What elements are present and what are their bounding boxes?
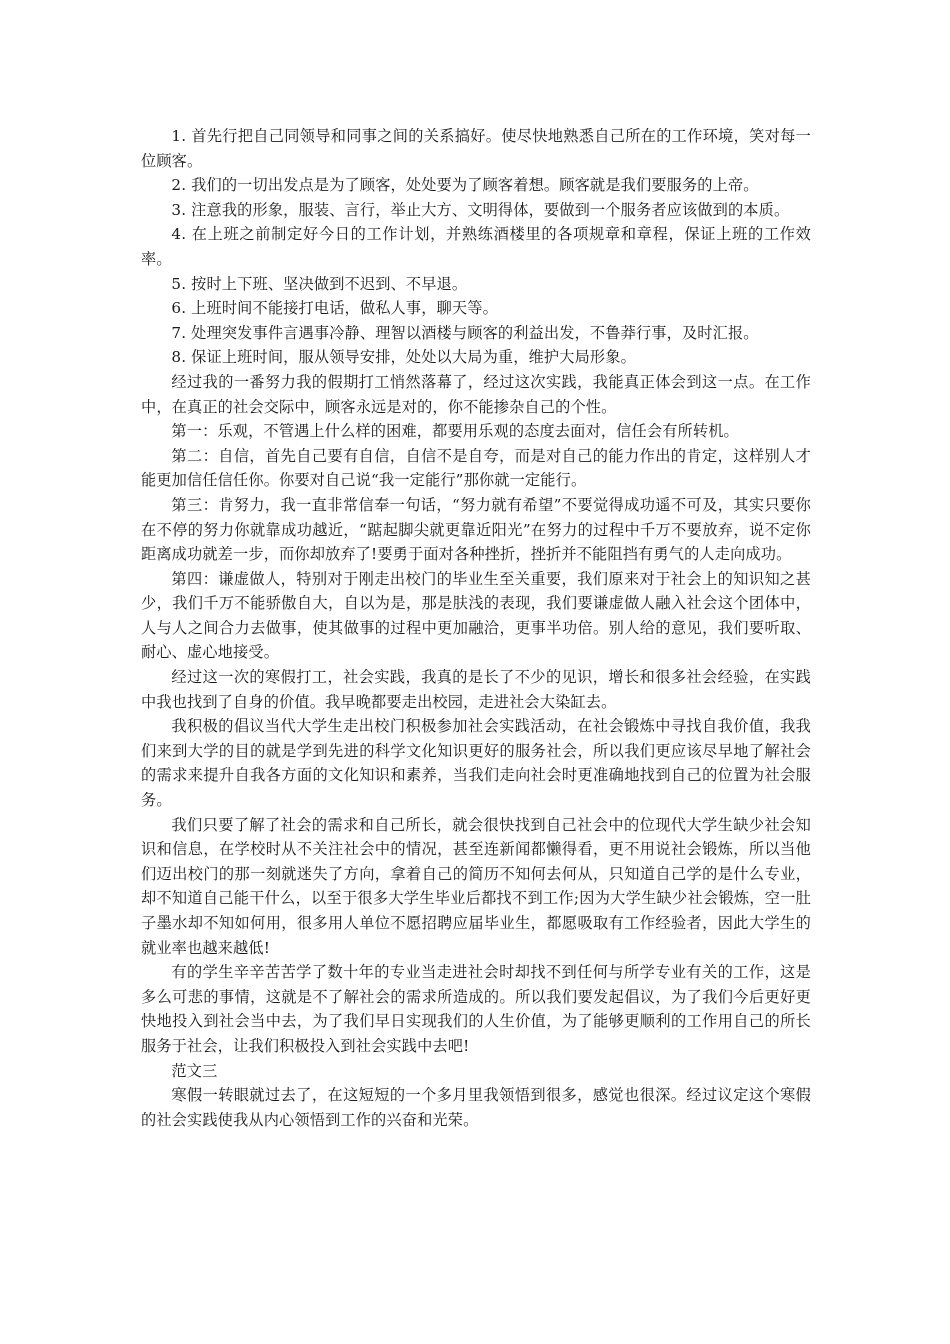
list-item-8: 8. 保证上班时间，服从领导安排，处处以大局为重，维护大局形象。 — [171, 348, 636, 367]
body-paragraph: 经过我的一番努力我的假期打工悄然落幕了，经过这次实践，我能真正体会到这一点。在工作中，在真正的社会交际中，顾客永远是对的，你不能掺杂自己的个性。 — [141, 372, 811, 416]
body-paragraph: 经过这一次的寒假打工，社会实践，我真的是长了不少的见识，增长和很多社会经验，在实践中我也找到了自身的价值。我早晚都要走出校园，走进社会大染缸去。 — [141, 668, 811, 711]
body-paragraph: 寒假一转眼就过去了，在这短短的一个多月里我领悟到很多，感觉也很深。经过议定这个寒假的社会实践使我从内心领悟到工作的兴奋和光荣。 — [141, 1086, 811, 1129]
list-item-3: 3. 注意我的形象，服装、言行，举止大方、文明得体，要做到一个服务者应该做到的本质。 — [171, 200, 790, 219]
list-item-1: 1. 首先行把自己同领导和同事之间的关系搞好。使尽快地熟悉自己所在的工作环境，笑对每一位顾客。 — [141, 127, 811, 170]
point-second: 第二：自信，首先自己要有自信，自信不是自夸，而是对自己的能力作出的肯定，这样别人才能更加信任信任你。你要对自己说“我一定能行”那你就一定能行。 — [141, 446, 811, 490]
point-third: 第三：肯努力，我一直非常信奉一句话，“努力就有希望”不要觉得成功遥不可及，其实只要你在不停的努力你就靠成功越近，“踮起脚尖就更靠近阳光”在努力的过程中千万不要放弃，说不定你距离成功就差一步，而你却放弃了!要勇于面对各种挫折，挫折并不能阻挡有勇气的人走向成功。 — [141, 495, 811, 564]
document-body — [141, 124, 811, 1132]
section-heading: 范文三 — [171, 1061, 218, 1080]
list-item-7: 7. 处理突发事件言遇事冷静、理智以酒楼与顾客的利益出发，不鲁莽行事，及时汇报。 — [171, 323, 759, 342]
list-item-5: 5. 按时上下班、坚决做到不迟到、不早退。 — [171, 274, 468, 293]
point-fourth: 第四：谦虚做人，特别对于刚走出校门的毕业生至关重要，我们原来对于社会上的知识知之甚少，我们千万不能骄傲自大，自以为是，那是肤浅的表现，我们要谦虚做人融入社会这个团体中，人与人之间合力去做事，使其做事的过程中更加融洽，更事半功倍。别人给的意见，我们要听取、耐心、虚心地接受。 — [141, 569, 811, 662]
list-item-4: 4. 在上班之前制定好今日的工作计划，并熟练酒楼里的各项规章和章程，保证上班的工作效率。 — [141, 225, 811, 268]
list-item-2: 2. 我们的一切出发点是为了顾客，处处要为了顾客着想。顾客就是我们要服务的上帝。 — [171, 176, 759, 195]
point-first: 第一：乐观，不管遇上什么样的困难，都要用乐观的态度去面对，信任会有所转机。 — [171, 422, 739, 441]
body-paragraph: 我们只要了解了社会的需求和自己所长，就会很快找到自己社会中的位现代大学生缺少社会知识和信息，在学校时从不关注社会中的情况，甚至连新闻都懒得看，更不用说社会锻炼，所以当他们迈出校门的那一刻就迷失了方向，拿着自己的简历不知何去何从，只知道自己学的是什么专业，却不知道自己能干什么，以至于很多大学生毕业后都找不到工作;因为大学生缺少社会锻炼，空一肚子墨水却不知如何用，很多用人单位不愿招聘应届毕业生，都愿吸取有工作经验者，因此大学生的就业率也越来越低! — [141, 815, 811, 957]
body-paragraph: 我积极的倡议当代大学生走出校门积极参加社会实践活动，在社会锻炼中寻找自我价值，我我们来到大学的目的就是学到先进的科学文化知识更好的服务社会，所以我们更应该尽早地了解社会的需求来提升自我各方面的文化知识和素养，当我们走向社会时更准确地找到自己的位置为社会服务。 — [141, 717, 811, 810]
body-paragraph: 有的学生辛辛苦苦学了数十年的专业当走进社会时却找不到任何与所学专业有关的工作，这是多么可悲的事情，这就是不了解社会的需求所造成的。所以我们要发起倡议，为了我们今后更好更快地投入到社会当中去，为了我们早日实现我们的人生价值，为了能够更顺利的工作用自己的所长服务于社会，让我们积极投入到社会实践中去吧! — [141, 963, 811, 1055]
list-item-6: 6. 上班时间不能接打电话，做私人事，聊天等。 — [171, 299, 498, 318]
